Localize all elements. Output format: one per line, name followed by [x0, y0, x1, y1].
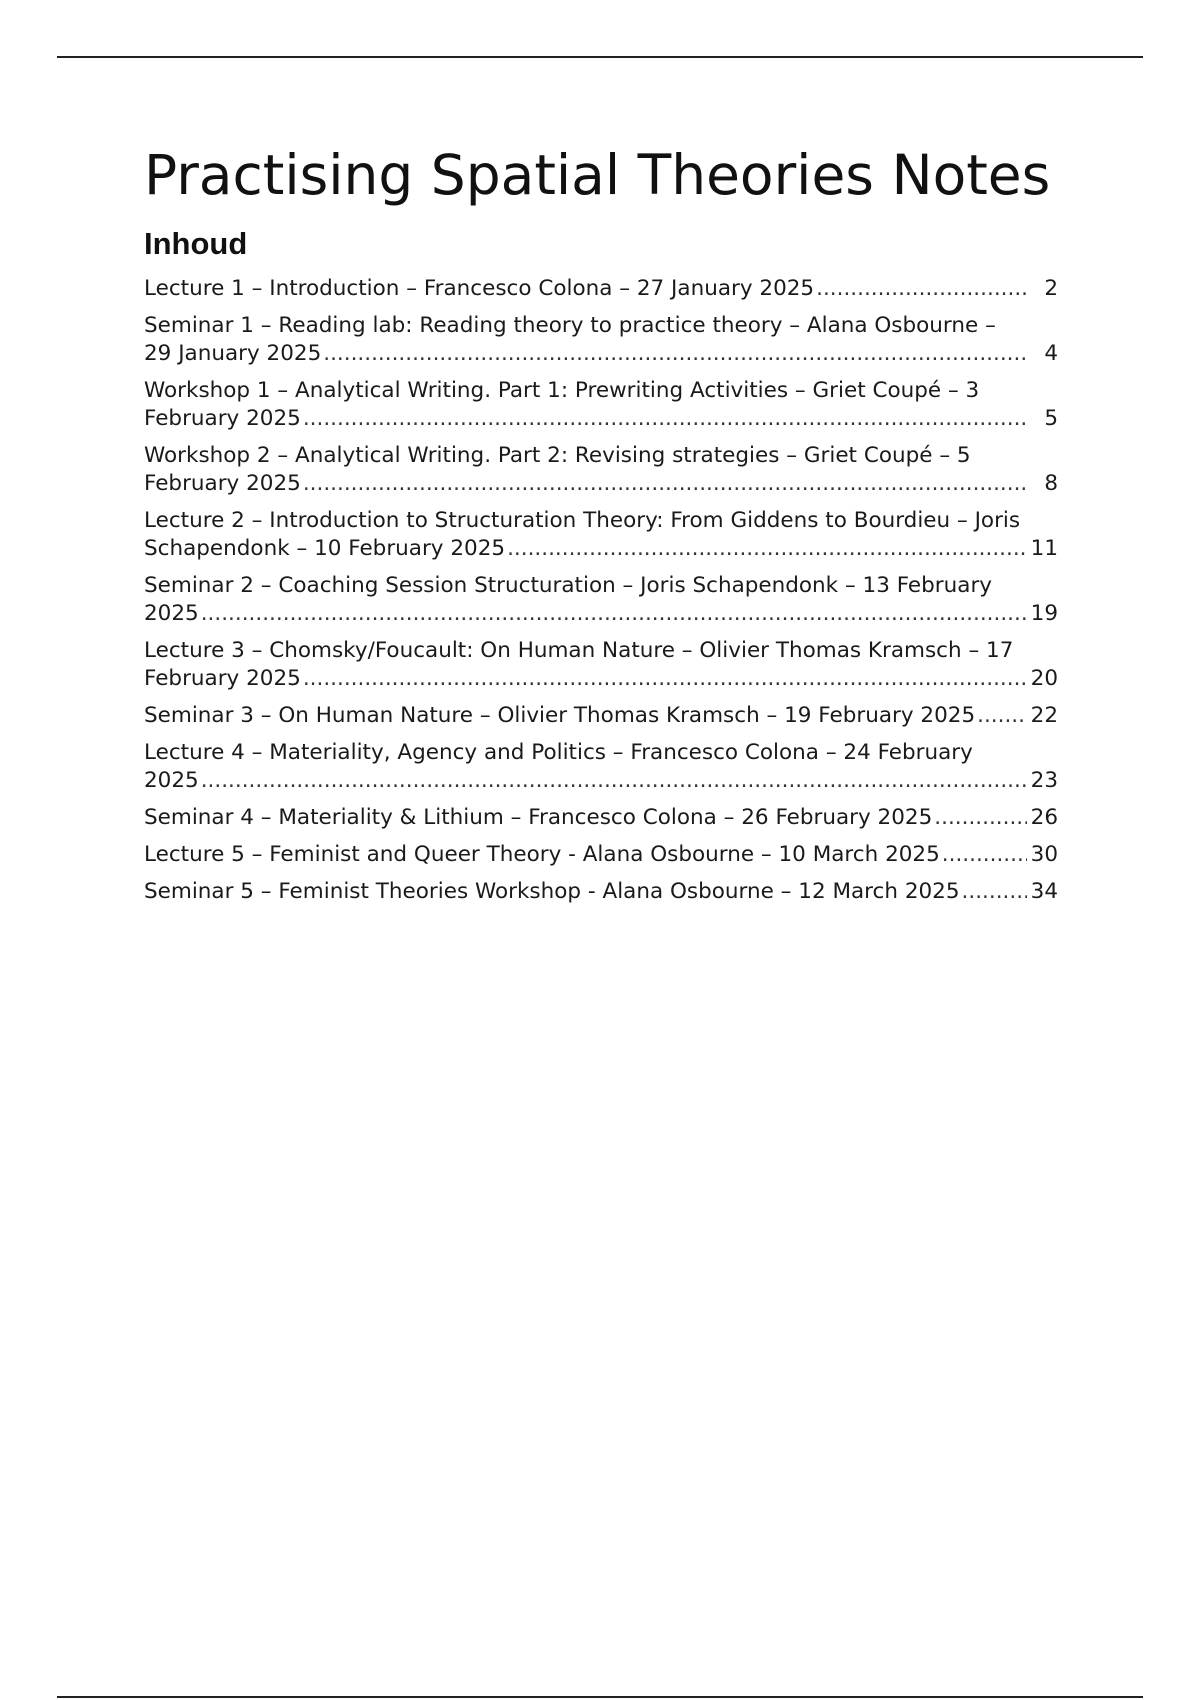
toc-entry[interactable] [144, 804, 1058, 832]
toc-entry[interactable] [144, 572, 1058, 628]
toc-entry-label: Lecture 4 – Materiality, Agency and Politics – Francesco Colona – 24 February 2025 ..... [144, 740, 973, 793]
toc-entry[interactable] [144, 702, 1058, 730]
toc-entry[interactable] [144, 442, 1058, 498]
toc-entry-page: 11 [1027, 535, 1058, 563]
toc-entry-label: Seminar 5 – Feminist Theories Workshop - Alana Osbourne – 12 March 2025 ..... [144, 879, 960, 904]
toc-entry-label: Lecture 1 – Introduction – Francesco Colona – 27 January 2025 ..... [144, 276, 814, 301]
table-of-contents [144, 275, 1058, 906]
toc-entry-label: Lecture 5 – Feminist and Queer Theory - Alana Osbourne – 10 March 2025 ..... [144, 842, 940, 867]
toc-entry-label: Workshop 2 – Analytical Writing. Part 2: Revising strategies – Griet Coupé – 5 February 2025 ..... [144, 443, 971, 496]
toc-entry-page: 20 [1027, 665, 1058, 693]
toc-entry-page: 2 [1027, 275, 1058, 303]
toc-entry-page: 26 [1027, 804, 1058, 832]
toc-entry[interactable] [144, 878, 1058, 906]
header-rule [57, 56, 1143, 58]
toc-entry-label: Lecture 2 – Introduction to Structuration Theory: From Giddens to Bourdieu – Joris Schapendonk – 10 February 2025 ..... [144, 508, 1020, 561]
toc-entry-label: Seminar 1 – Reading lab: Reading theory to practice theory – Alana Osbourne – 29 January 2025 ..... [144, 313, 996, 366]
toc-entry-page: 5 [1027, 405, 1058, 433]
toc-entry-label: Lecture 3 – Chomsky/Foucault: On Human Nature – Olivier Thomas Kramsch – 17 February 2025 ..... [144, 638, 1013, 691]
toc-entry[interactable] [144, 507, 1058, 563]
toc-entry[interactable] [144, 275, 1058, 303]
toc-heading: Inhoud [144, 226, 248, 261]
toc-entry-page: 22 [1027, 702, 1058, 730]
footer-rule [57, 1696, 1143, 1698]
toc-entry-label: Workshop 1 – Analytical Writing. Part 1: Prewriting Activities – Griet Coupé – 3 February 2025 ..... [144, 378, 979, 431]
toc-entry[interactable] [144, 841, 1058, 869]
toc-entry[interactable] [144, 377, 1058, 433]
toc-entry-page: 23 [1027, 767, 1058, 795]
toc-entry-page: 8 [1027, 470, 1058, 498]
toc-entry-page: 34 [1027, 878, 1058, 906]
toc-entry[interactable] [144, 312, 1058, 368]
toc-entry[interactable] [144, 739, 1058, 795]
toc-entry-page: 4 [1027, 340, 1058, 368]
toc-entry[interactable] [144, 637, 1058, 693]
toc-entry-label: Seminar 3 – On Human Nature – Olivier Thomas Kramsch – 19 February 2025 ..... [144, 703, 975, 728]
toc-entry-label: Seminar 4 – Materiality & Lithium – Francesco Colona – 26 February 2025 ..... [144, 805, 932, 830]
toc-entry-label: Seminar 2 – Coaching Session Structuration – Joris Schapendonk – 13 February 2025 ..... [144, 573, 992, 626]
document-body [144, 138, 1058, 915]
document-title: Practising Spatial Theories Notes [144, 143, 1051, 207]
toc-entry-page: 19 [1027, 600, 1058, 628]
toc-entry-page: 30 [1027, 841, 1058, 869]
